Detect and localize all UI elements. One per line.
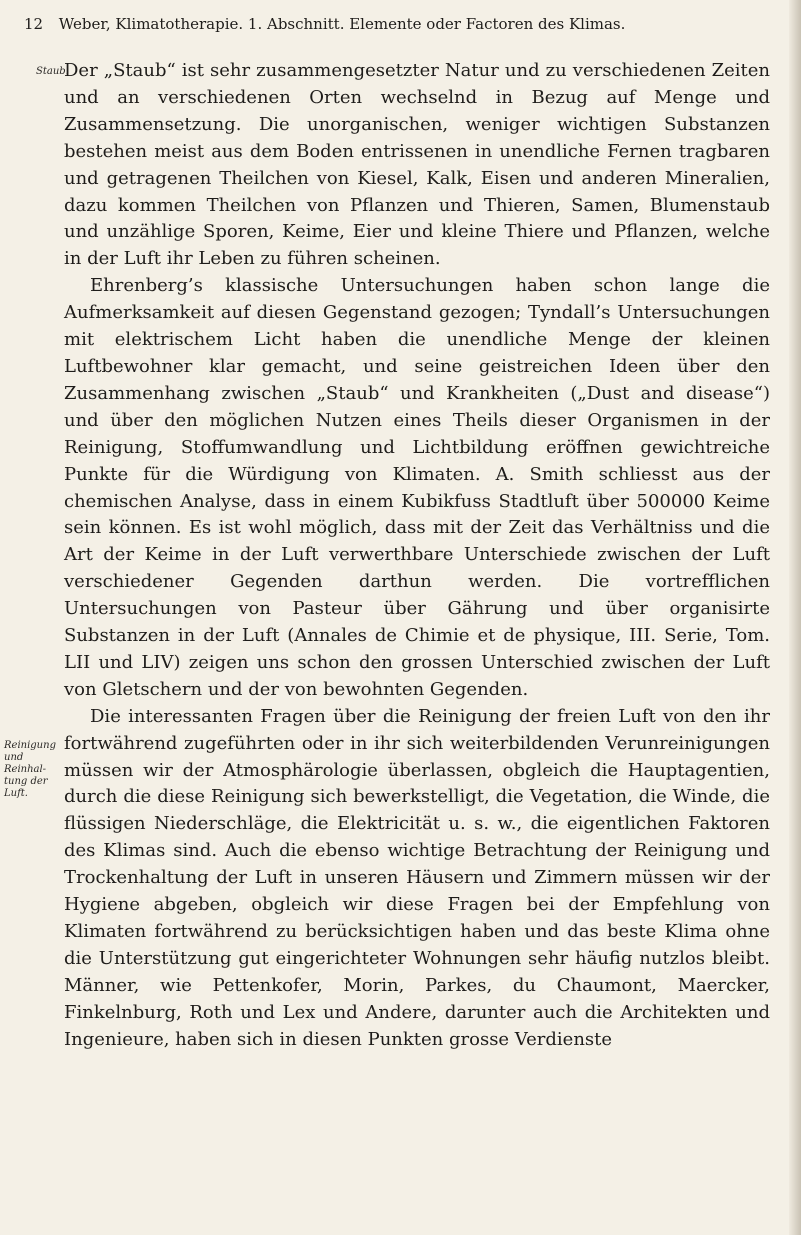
- running-title: Weber, Klimatotherapie. 1. Abschnitt. Elemente oder Factoren des Klimas.: [58, 15, 626, 33]
- margin-note-reinigung-line1: Reinigung und Reinhal-: [4, 740, 56, 775]
- running-header: [24, 10, 784, 38]
- page-number: 12: [24, 15, 44, 33]
- paragraph-untersuchungen: Ehrenberg’s klassische Untersuchungen haben schon lange die Aufmerksamkeit auf diesen Gegenstand gezogen; Tyndall’s Untersuchungen mit elektrischem Licht haben die unendliche Menge der kleinen Luftbewohner klar gemacht, und seine geistreichen Ideen über den Zusammenhang zwischen „Staub“ und Krankheiten („Dust and disease“) und über den möglichen Nutzen eines Theils dieser Organismen in der Reinigung, Stoffumwandlung und Lichtbildung eröffnen gewichtreiche Punkte für die Würdigung von Klimaten. A. Smith schliesst aus der chemischen Analyse, dass in einem Kubikfuss Stadtluft über 500000 Keime sein können. Es ist wohl möglich, dass mit der Zeit das Verhältniss und die Art der Keime in der Luft verwerthbare Unterschiede zwischen der Luft verschiedener Gegenden darthun werden. Die vortrefflichen Untersuchungen von Pasteur über Gährung und über organisirte Substanzen in der Luft (Annales de Chimie et de physique, III. Serie, Tom. LII und LIV) zeigen uns schon den grossen Unterschied zwischen der Luft von Gletschern und der von bewohnten Gegenden.: [64, 275, 770, 700]
- page-edge-shadow: [789, 0, 801, 1235]
- paragraph-reinigung: Die interessanten Fragen über die Reinigung der freien Luft von den ihr fortwährend zugeführten oder in ihr sich weiterbildenden Verunreinigungen müssen wir der Atmosphärologie überlassen, obgleich die Hauptagentien, durch die diese Reinigung sich bewerkstelligt, die Vegetation, die Winde, die flüssigen Niederschläge, die Elektricität u. s. w., die eigentlichen Faktoren des Klimas sind. Auch die ebenso wichtige Betrachtung der Reinigung und Trockenhaltung der Luft in unseren Häusern und Zimmern müssen wir der Hygiene abgeben, obgleich wir diese Fragen bei der Empfehlung von Klimaten fortwährend zu berücksichtigen haben und das beste Klima ohne die Unterstützung gut eingerichteter Wohnungen sehr häufig nutzlos bleibt. Männer, wie Pettenkofer, Morin, Parkes, du Chaumont, Maercker, Finkelnburg, Roth und Lex und Andere, darunter auch die Architekten und Ingenieure, haben sich in diesen Punkten grosse Verdienste: [64, 705, 770, 1050]
- margin-note-reinigung: [4, 740, 68, 800]
- margin-note-reinigung-line2: tung der Luft.: [4, 776, 48, 799]
- paragraph-staub: Der „Staub“ ist sehr zusammengesetzter Natur und zu verschiedenen Zeiten und an verschiedenen Orten wechselnd in Bezug auf Menge und Zusammensetzung. Die unorganischen, weniger wichtigen Substanzen bestehen meist aus dem Boden entrissenen in unendliche Fernen tragbaren und getragenen Theilchen von Kiesel, Kalk, Eisen und anderen Mineralien, dazu kommen Theilchen von Pflanzen und Thieren, Samen, Blumenstaub und unzählige Sporen, Keime, Eier und kleine Thiere und Pflanzen, welche in der Luft ihr Leben zu führen scheinen.: [64, 60, 770, 270]
- margin-note-staub: Staub.: [36, 66, 69, 77]
- body-text: [64, 58, 770, 1054]
